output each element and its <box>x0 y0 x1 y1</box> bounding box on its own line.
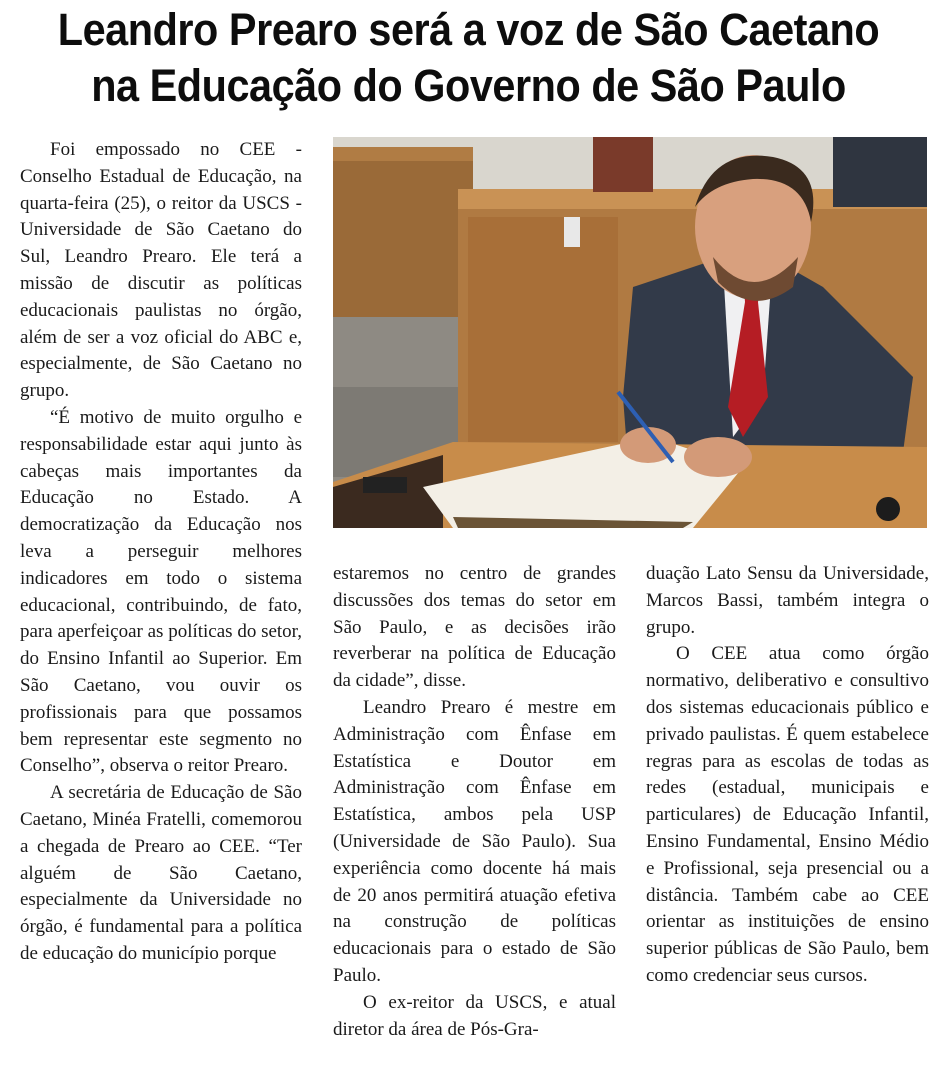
paragraph: A secretária de Educação de São Caetano, Minéa Fratelli, comemorou a chegada de Prearo ao CEE. “Ter alguém de São Caetano, especialmente da Universidade no órgão, é fundamental para a política de educação do município porque <box>20 782 302 964</box>
paragraph: Leandro Prearo é mestre em Administração com Ênfase em Estatística e Doutor em Administração com Ênfase em Estatística, ambos pela USP (Universidade de São Paulo). Sua experiência como docente há mais de 20 anos permitirá atuação efetiva na construção de políticas educacionais para o estado de São Paulo. <box>333 696 616 986</box>
headline-line-2: na Educação do Governo de São Paulo <box>91 60 846 111</box>
article-column-3 <box>646 561 929 990</box>
paragraph: duação Lato Sensu da Universidade, Marcos Bassi, também integra o grupo. <box>646 563 929 638</box>
paragraph: estaremos no centro de grandes discussões dos temas do setor em São Paulo, e as decisões irão reverberar na política de Educação da cidade”, disse. <box>333 563 616 692</box>
paragraph: O CEE atua como órgão normativo, deliberativo e consultivo dos sistemas educacionais público e privado paulistas. É quem estabelece regras para as escolas de todas as redes (estadual, municipais e particulares) de Educação Infantil, Ensino Fundamental, Ensino Médio e Profissional, seja presencial ou a distância. Também cabe ao CEE orientar as instituições de ensino superior públicas de São Paulo, bem como credenciar seus cursos. <box>646 643 929 986</box>
paragraph: “É motivo de muito orgulho e responsabilidade estar aqui junto às cabeças mais importantes da Educação no Estado. A democratização da Educação nos leva a perseguir melhores indicadores em todo o sistema educacional, contribuindo, de fato, para aperfeiçoar as políticas do setor, do Ensino Infantil ao Superior. Em São Caetano, vou ouvir os profissionais para que possamos bem representar este segmento no Conselho”, observa o reitor Prearo. <box>20 406 302 777</box>
paragraph: Foi empossado no CEE - Conselho Estadual de Educação, na quarta-feira (25), o reitor da USCS - Universidade de São Caetano do Sul, Leandro Prearo. Ele terá a missão de discutir as políticas educacionais paulistas no órgão, além de ser a voz oficial do ABC e, especialmente, de São Caetano no grupo. <box>20 139 302 402</box>
article-column-1 <box>20 137 302 968</box>
headline-line-1: Leandro Prearo será a voz de São Caetano <box>57 4 880 55</box>
article-photo <box>333 137 927 528</box>
headline <box>37 2 899 114</box>
paragraph: O ex-reitor da USCS, e atual diretor da área de Pós-Gra- <box>333 991 616 1040</box>
photo-man-signing-book-icon <box>333 137 927 528</box>
article-column-2 <box>333 561 616 1043</box>
